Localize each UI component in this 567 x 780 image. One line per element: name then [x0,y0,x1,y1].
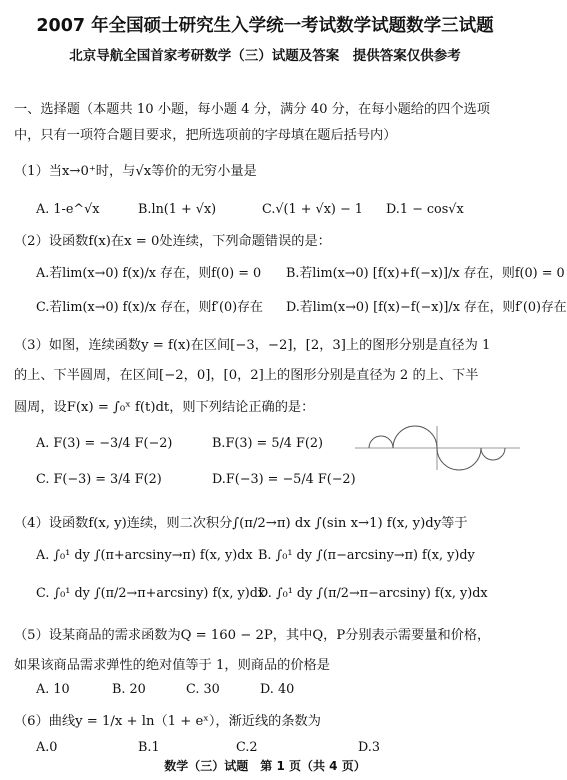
q3-option-c: C. F(−3) = 3/4 F(2) [36,472,162,487]
q5-line2: 如果该商品需求弹性的绝对值等于 1，则商品的价格是 [14,658,330,673]
q3-option-b: B.F(3) = 5/4 F(2) [212,436,324,451]
q4-option-d: D. ∫₀¹ dy ∫(π/2→π−arcsiny) f(x, y)dx [258,586,488,601]
exam-subtitle: 北京导航全国首家考研数学（三）试题及答案 提供答案仅供参考 [69,48,461,64]
q1-option-b: B.ln(1 + √x) [138,202,217,217]
q3-line2: 的上、下半圆周，在区间[−2，0]，[0，2]上的图形分别是直径为 2 的上、下半 [14,368,479,383]
q1-option-c: C.√(1 + √x) − 1 [262,202,363,217]
figure-large-lower-semicircle [437,448,481,470]
q3-line1: （3）如图，连续函数y = f(x)在区间[−3，−2]，[2，3]上的图形分别是直径为 1 [14,338,491,353]
q3-option-a: A. F(3) = −3/4 F(−2) [36,436,173,451]
q5-option-b: B. 20 [112,682,146,697]
figure-small-lower-semicircle [481,448,505,460]
q2-option-b: B.若lim(x→0) [f(x)+f(−x)]/x 存在，则f(0) = 0 [286,266,565,281]
section-intro-line2: 中，只有一项符合题目要求，把所选项前的字母填在题后括号内） [14,128,397,143]
q6-option-a: A.0 [36,740,58,755]
page-footer: 数学（三）试题 第 1 页（共 4 页） [164,759,366,773]
q3-option-d: D.F(−3) = −5/4 F(−2) [212,472,356,487]
q4-option-a: A. ∫₀¹ dy ∫(π+arcsiny→π) f(x, y)dx [36,548,253,563]
q2-stem: （2）设函数f(x)在x = 0处连续，下列命题错误的是： [14,234,331,249]
q6-stem: （6）曲线y = 1/x + ln（1 + eˣ），渐近线的条数为 [14,714,321,729]
q3-line3: 圆周，设F(x) = ∫₀ˣ f(t)dt，则下列结论正确的是： [14,400,315,415]
q5-option-c: C. 30 [186,682,220,697]
q5-option-a: A. 10 [36,682,70,697]
q6-option-d: D.3 [358,740,381,755]
q5-line1: （5）设某商品的需求函数为Q = 160 − 2P，其中Q，P分别表示需要量和价格， [14,628,491,643]
q1-option-a: A. 1-e^√x [36,202,100,217]
exam-title: 2007 年全国硕士研究生入学统一考试数学试题数学三试题 [36,16,494,36]
figure-small-upper-semicircle [369,436,393,448]
q4-option-b: B. ∫₀¹ dy ∫(π−arcsiny→π) f(x, y)dy [258,548,475,563]
q6-option-c: C.2 [236,740,258,755]
q1-stem: （1）当x→0⁺时，与√x等价的无穷小量是 [14,164,257,179]
section-intro-line1: 一、选择题（本题共 10 小题，每小题 4 分，满分 40 分，在每小题给的四个选项 [14,102,490,117]
q2-option-a: A.若lim(x→0) f(x)/x 存在，则f(0) = 0 [36,266,262,281]
figure-large-upper-semicircle [393,426,437,448]
q5-option-d: D. 40 [260,682,295,697]
q3-graph-figure [355,418,520,473]
q2-option-c: C.若lim(x→0) f(x)/x 存在，则f′(0)存在 [36,300,263,315]
q1-option-d: D.1 − cos√x [386,202,464,217]
q2-option-d: D.若lim(x→0) [f(x)−f(−x)]/x 存在，则f′(0)存在 [286,300,567,315]
q6-option-b: B.1 [138,740,160,755]
q4-option-c: C. ∫₀¹ dy ∫(π/2→π+arcsiny) f(x, y)dx [36,586,266,601]
q4-stem: （4）设函数f(x, y)连续，则二次积分∫(π/2→π) dx ∫(sin x→1) f(x, y)dy等于 [14,516,468,531]
